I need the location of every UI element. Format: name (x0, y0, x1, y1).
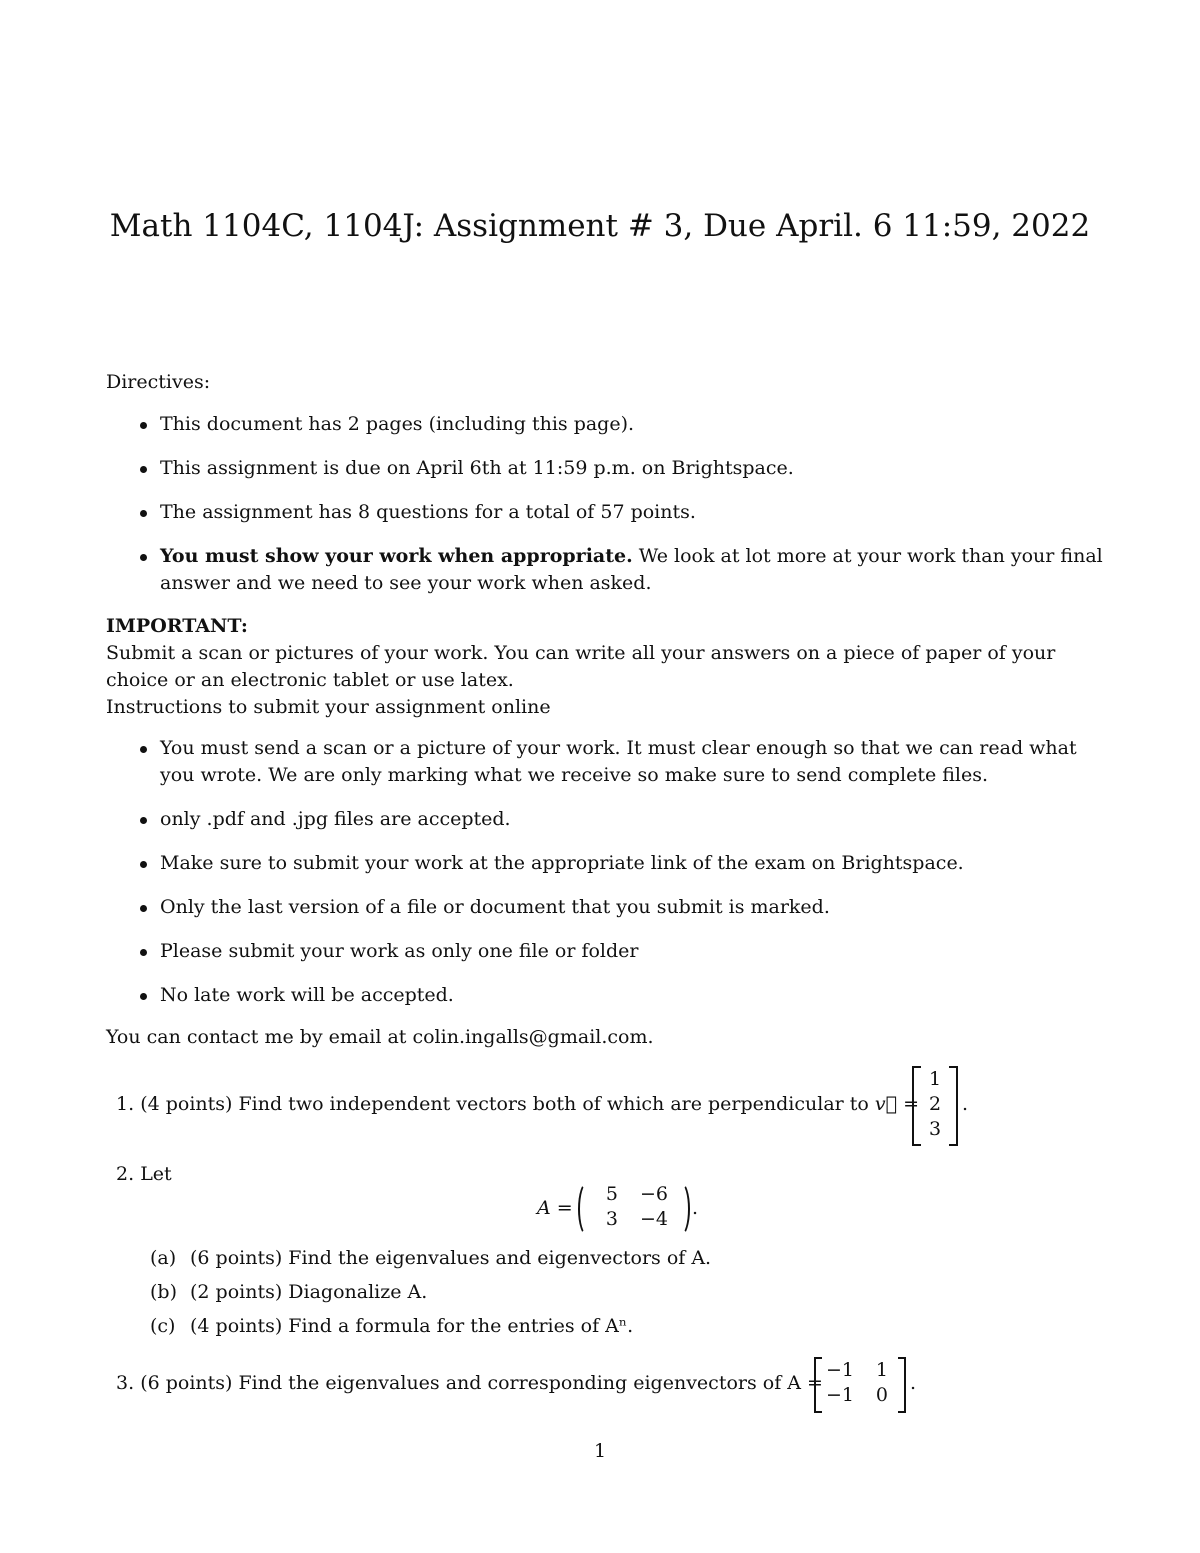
bullet-icon (140, 905, 147, 912)
matrix-cell: 5 (605, 1183, 618, 1205)
directives-list (106, 411, 1106, 614)
directive-text: The assignment has 8 questions for a total of 57 points. (160, 501, 696, 523)
part-text: (2 points) Diagonalize A. (190, 1281, 428, 1303)
bullet-icon (140, 949, 147, 956)
page-number: 1 (593, 1440, 607, 1462)
bullet-icon (140, 993, 147, 1000)
bullet-icon (140, 746, 147, 753)
list-item (106, 411, 1106, 438)
question-2-part-b (150, 1279, 427, 1306)
directive-bold-text: You must show your work when appropriate. (160, 545, 633, 567)
bullet-icon (140, 422, 147, 429)
period: . (910, 1372, 917, 1394)
matrix-cell: −6 (639, 1183, 668, 1205)
matrix-cell: 1 (875, 1359, 888, 1381)
list-item (106, 982, 1106, 1009)
vector-label: v⃗ = (874, 1093, 920, 1115)
directives-heading: Directives: (106, 371, 211, 393)
bullet-icon (140, 554, 147, 561)
period: . (962, 1093, 969, 1115)
question-2-part-c (150, 1313, 633, 1340)
question-number: 3. (116, 1372, 135, 1394)
matrix-cell: 3 (605, 1208, 618, 1230)
important-block (106, 613, 1096, 721)
right-bracket (898, 1357, 906, 1413)
bullet-icon (140, 861, 147, 868)
important-heading: IMPORTANT: (106, 615, 248, 637)
instructions-list (106, 735, 1106, 1026)
contact-text: You can contact me by email at colin.ingalls@gmail.com. (106, 1026, 654, 1048)
question-number: 1. (116, 1093, 135, 1115)
question-3 (116, 1370, 823, 1397)
instruction-text: only .pdf and .jpg files are accepted. (160, 808, 511, 830)
matrix-A-q3 (814, 1357, 906, 1411)
directive-text: We look at lot more at your work than your final answer and we need to see your work when asked. (160, 545, 1103, 594)
part-text: (4 points) Find a formula for the entries of Aⁿ. (190, 1315, 634, 1337)
instruction-text: You must send a scan or a picture of your work. It must clear enough so that we can read what you wrote. We are only marking what we receive so make sure to send complete files. (160, 737, 1077, 786)
bullet-icon (140, 466, 147, 473)
vector-v (912, 1066, 958, 1144)
list-item (106, 894, 1106, 921)
part-label: (b) (150, 1281, 177, 1303)
bullet-icon (140, 510, 147, 517)
list-item (106, 850, 1106, 877)
list-item (106, 499, 1106, 526)
part-text: (6 points) Find the eigenvalues and eigenvectors of A. (190, 1247, 712, 1269)
question-text: Let (140, 1163, 172, 1185)
question-1 (116, 1091, 919, 1118)
matrix-cell: 0 (875, 1384, 888, 1406)
directive-text: This assignment is due on April 6th at 11:59 p.m. on Brightspace. (160, 457, 794, 479)
vector-entry: 2 (928, 1093, 942, 1115)
question-text: (6 points) Find the eigenvalues and corresponding eigenvectors of A = (140, 1372, 823, 1394)
question-2-part-a (150, 1245, 711, 1272)
instruction-text: No late work will be accepted. (160, 984, 454, 1006)
list-item (106, 735, 1106, 789)
matrix-A (578, 1182, 690, 1234)
list-item (106, 543, 1106, 597)
question-number: 2. (116, 1163, 135, 1185)
bullet-icon (140, 817, 147, 824)
question-text: (4 points) Find two independent vectors both of which are perpendicular to (140, 1093, 875, 1115)
vector-entry: 1 (928, 1068, 942, 1090)
instructions-heading: Instructions to submit your assignment online (106, 696, 551, 718)
instruction-text: Only the last version of a file or document that you submit is marked. (160, 896, 830, 918)
instruction-text: Make sure to submit your work at the appropriate link of the exam on Brightspace. (160, 852, 964, 874)
list-item (106, 806, 1106, 833)
right-paren (672, 1182, 690, 1236)
question-2 (116, 1161, 172, 1188)
matrix-cell: −1 (825, 1359, 854, 1381)
list-item (106, 455, 1106, 482)
page-title: Math 1104C, 1104J: Assignment # 3, Due April. 6 11:59, 2022 (109, 208, 1091, 244)
instruction-text: Please submit your work as only one file or folder (160, 940, 639, 962)
part-label: (a) (150, 1247, 177, 1269)
period: . (692, 1197, 699, 1219)
matrix-label: A = (537, 1197, 573, 1219)
directive-text: This document has 2 pages (including this page). (160, 413, 635, 435)
important-text: Submit a scan or pictures of your work. You can write all your answers on a piece of paper of your choice or an electronic tablet or use latex. (106, 642, 1056, 691)
part-label: (c) (150, 1315, 176, 1337)
vector-entry: 3 (928, 1118, 942, 1140)
matrix-cell: −1 (825, 1384, 854, 1406)
matrix-cell: −4 (639, 1208, 668, 1230)
list-item (106, 938, 1106, 965)
